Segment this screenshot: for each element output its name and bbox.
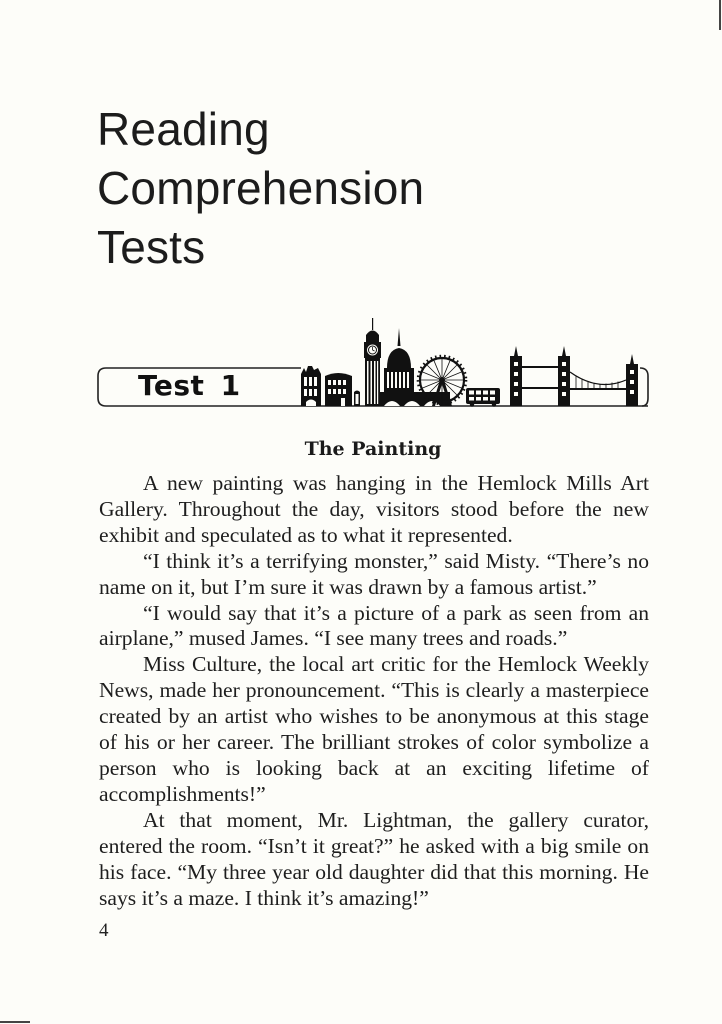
building-icon [325, 373, 352, 406]
crop-mark-top [719, 0, 721, 30]
page-number: 4 [99, 920, 109, 941]
story-title: The Painting [304, 438, 442, 460]
title-line: Reading [97, 103, 270, 155]
title-line: Tests [97, 221, 206, 273]
story-body [99, 471, 649, 911]
river-bridge-icon [380, 392, 450, 406]
skyline [301, 318, 638, 407]
test-number-label: Test 1 [138, 369, 241, 402]
house-icon [301, 366, 321, 406]
big-ben-icon [364, 318, 381, 406]
crop-mark-bottom [0, 1021, 30, 1023]
tower-bridge-icon [510, 346, 638, 406]
story-paragraph: “I think it’s a terrifying monster,” said Misty. “There’s no name on it, but I’m sure it was drawn by a famous artist.” [99, 548, 649, 599]
test-banner [96, 316, 652, 410]
title-line: Comprehension [97, 162, 425, 214]
page-title [97, 100, 424, 277]
phone-box-icon [354, 391, 360, 407]
st-pauls-icon [384, 328, 414, 392]
story-paragraph: At that moment, Mr. Lightman, the gallery curator, entered the room. “Isn’t it great?” he asked with a big smile on his face. “My three year old daughter did that this morning. He says it’s a maze. I think it’s amazing!” [99, 807, 649, 910]
story-paragraph: Miss Culture, the local art critic for the Hemlock Weekly News, made her pronouncement. “This is clearly a masterpiece created by an artist who wishes to be anonymous at this stage of his or her career. The brilliant strokes of color symbolize a person who is looking back at an exciting lifetime of accomplishments!” [99, 652, 649, 806]
story-paragraph: “I would say that it’s a picture of a park as seen from an airplane,” mused James. “I see many trees and roads.” [99, 600, 649, 651]
double-decker-bus-icon [466, 388, 500, 407]
story-paragraph: A new painting was hanging in the Hemlock Mills Art Gallery. Throughout the day, visitors stood before the new exhibit and speculated as to what it represented. [99, 471, 649, 547]
